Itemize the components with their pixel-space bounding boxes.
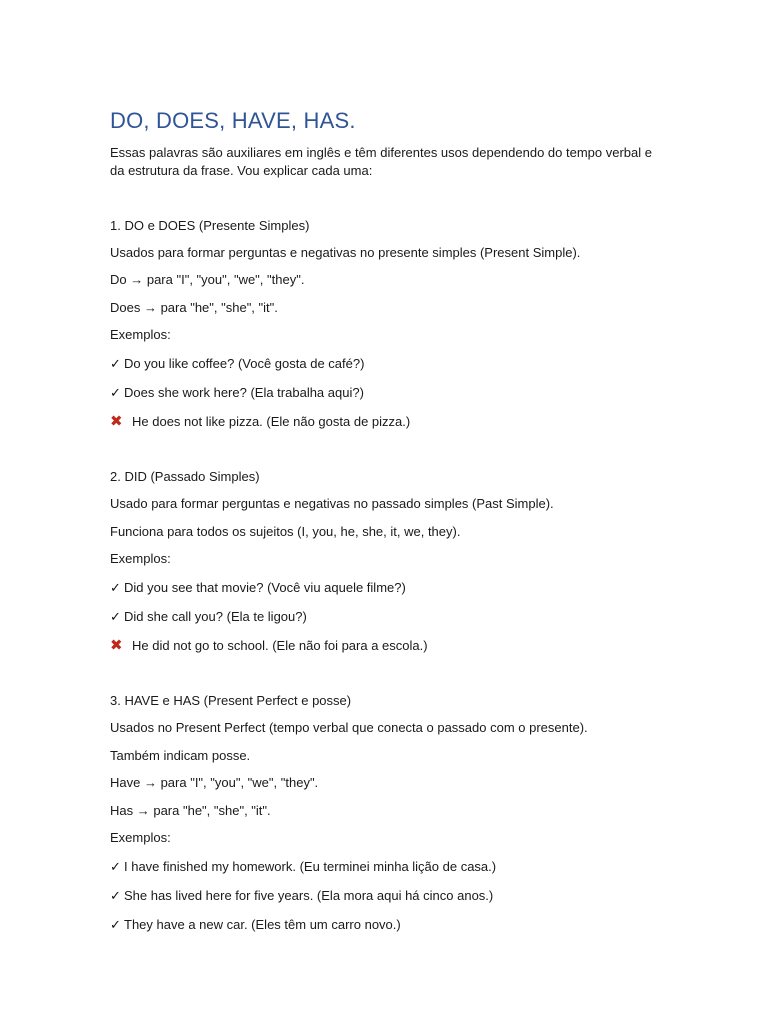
check-icon: ✓: [110, 917, 121, 932]
example-text: He does not like pizza. (Ele não gosta de pizza.): [132, 414, 411, 429]
example-text: She has lived here for five years. (Ela mora aqui há cinco anos.): [124, 888, 494, 903]
example-item: [110, 608, 307, 626]
section-text: Exemplos:: [110, 551, 171, 566]
section-text: Também indicam posse.: [110, 748, 251, 763]
section-text: Does → para "he", "she", "it".: [110, 300, 278, 315]
example-item: [110, 579, 406, 597]
section-heading: 1. DO e DOES (Presente Simples): [110, 218, 310, 233]
example-item: [110, 858, 496, 876]
check-icon: ✓: [110, 859, 121, 874]
section-text: Exemplos:: [110, 327, 171, 342]
section-text: Do → para "I", "you", "we", "they".: [110, 272, 305, 287]
check-icon: ✓: [110, 580, 121, 595]
cross-icon: ✖: [110, 637, 123, 654]
cross-icon: ✖: [110, 413, 123, 430]
section-text: Usados no Present Perfect (tempo verbal que conecta o passado com o presente).: [110, 720, 588, 735]
example-text: Did you see that movie? (Você viu aquele filme?): [124, 580, 406, 595]
section-text: Usados para formar perguntas e negativas no presente simples (Present Simple).: [110, 245, 581, 260]
example-item: [110, 637, 428, 655]
section-heading: 2. DID (Passado Simples): [110, 469, 260, 484]
section-text: Have → para "I", "you", "we", "they".: [110, 775, 319, 790]
example-item: [110, 916, 401, 934]
example-text: He did not go to school. (Ele não foi para a escola.): [132, 638, 428, 653]
section-text: Has → para "he", "she", "it".: [110, 803, 271, 818]
example-item: [110, 413, 410, 431]
section-text: Usado para formar perguntas e negativas no passado simples (Past Simple).: [110, 496, 554, 511]
page-title: DO, DOES, HAVE, HAS.: [110, 108, 356, 133]
section-text: Exemplos:: [110, 830, 171, 845]
example-text: They have a new car. (Eles têm um carro novo.): [124, 917, 401, 932]
example-text: Does she work here? (Ela trabalha aqui?): [124, 385, 364, 400]
example-text: Do you like coffee? (Você gosta de café?): [124, 356, 365, 371]
intro-paragraph: Essas palavras são auxiliares em inglês e têm diferentes usos dependendo do tempo verbal e da estrutura da frase. Vou explicar cada uma:: [110, 145, 652, 178]
section-heading: 3. HAVE e HAS (Present Perfect e posse): [110, 693, 352, 708]
example-text: Did she call you? (Ela te ligou?): [124, 609, 307, 624]
example-item: [110, 384, 364, 402]
check-icon: ✓: [110, 609, 121, 624]
example-text: I have finished my homework. (Eu terminei minha lição de casa.): [124, 859, 497, 874]
check-icon: ✓: [110, 356, 121, 371]
section-text: Funciona para todos os sujeitos (I, you, he, she, it, we, they).: [110, 524, 461, 539]
example-item: [110, 355, 364, 373]
example-item: [110, 887, 493, 905]
check-icon: ✓: [110, 385, 121, 400]
check-icon: ✓: [110, 888, 121, 903]
